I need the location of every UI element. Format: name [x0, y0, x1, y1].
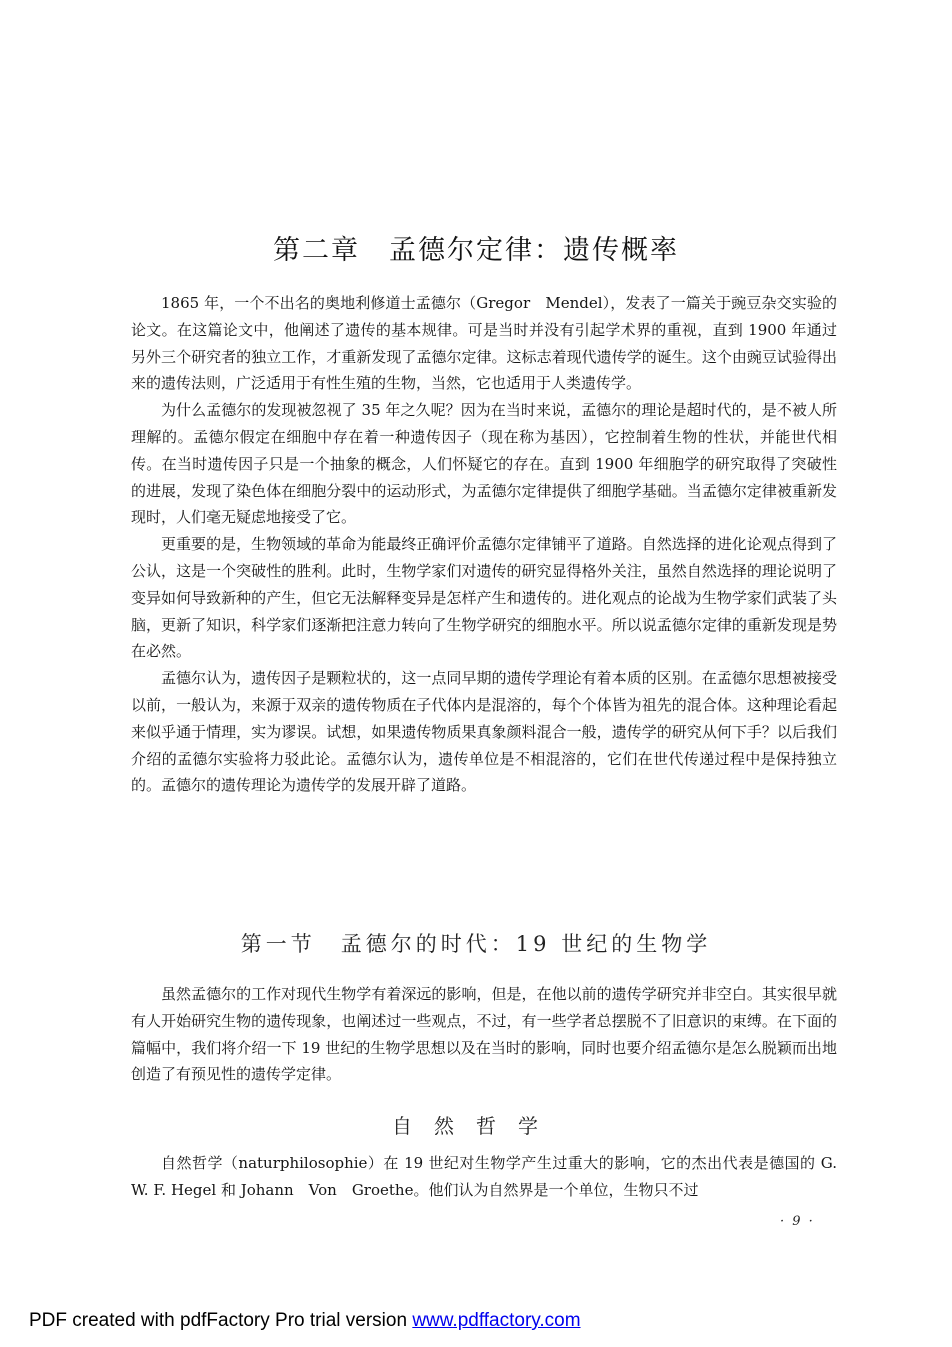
paragraph: 1865 年，一个不出名的奥地利修道士孟德尔（Gregor Mendel），发表了一篇关于豌豆杂交实验的论文。在这篇论文中，他阐述了遗传的基本规律。可是当时并没有引起学术界的重视，直到 1900 年通过另外三个研究者的独立工作，才重新发现了孟德尔定律。这标志着现代遗传学的诞生。这个由豌豆试验得出来的遗传法则，广泛适用于有性生殖的生物，当然，它也适用于人类遗传学。: [131, 294, 837, 393]
paragraph: 自然哲学（naturphilosophie）在 19 世纪对生物学产生过重大的影响，它的杰出代表是德国的 G. W. F. Hegel 和 Johann Von Groethe。他们认为自然界是一个单位，生物只不过: [131, 1154, 837, 1199]
section-title: 第一节 孟德尔的时代：19 世纪的生物学: [240, 932, 712, 956]
intro-text: [131, 290, 837, 799]
paragraph: 为什么孟德尔的发现被忽视了 35 年之久呢？因为在当时来说，孟德尔的理论是超时代的，是不被人所理解的。孟德尔假定在细胞中存在着一种遗传因子（现在称为基因），它控制着生物的性状，并能世代相传。在当时遗传因子只是一个抽象的概念，人们怀疑它的存在。直到 1900 年细胞学的研究取得了突破性的进展，发现了染色体在细胞分裂中的运动形式，为孟德尔定律提供了细胞学基础。当孟德尔定律被重新发现时，人们毫无疑虑地接受了它。: [131, 401, 837, 527]
paragraph: 虽然孟德尔的工作对现代生物学有着深远的影响，但是，在他以前的遗传学研究并非空白。其实很早就有人开始研究生物的遗传现象，也阐述过一些观点，不过，有一些学者总摆脱不了旧意识的束缚。在下面的篇幅中，我们将介绍一下 19 世纪的生物学思想以及在当时的影响，同时也要介绍孟德尔是怎么脱颖而出地创造了有预见性的遗传学定律。: [131, 985, 837, 1084]
paragraph: 更重要的是，生物领域的革命为能最终正确评价孟德尔定律铺平了道路。自然选择的进化论观点得到了公认，这是一个突破性的胜利。此时，生物学家们对遗传的研究显得格外关注，虽然自然选择的理论说明了变异如何导致新种的产生，但它无法解释变异是怎样产生和遗传的。进化观点的论战为生物学家们武装了头脑，更新了知识，科学家们逐渐把注意力转向了生物学研究的细胞水平。所以说孟德尔定律的重新发现是势在必然。: [131, 535, 837, 661]
page-number: · 9 ·: [780, 1214, 815, 1229]
subsection-title: 自然哲学: [392, 1114, 560, 1138]
footer-text: PDF created with pdfFactory Pro trial version: [29, 1310, 413, 1331]
chapter-title: 第二章 孟德尔定律：遗传概率: [273, 235, 679, 266]
paragraph: 孟德尔认为，遗传因子是颗粒状的，这一点同早期的遗传学理论有着本质的区别。在孟德尔思想被接受以前，一般认为，来源于双亲的遗传物质在子代体内是混溶的，每个个体皆为祖先的混合体。这种理论看起来似乎通于情理，实为谬误。试想，如果遗传物质果真象颜料混合一般，遗传学的研究从何下手？以后我们介绍的孟德尔实验将力驳此论。孟德尔认为，遗传单位是不相混溶的，它们在世代传递过程中是保持独立的。孟德尔的遗传理论为遗传学的发展开辟了道路。: [131, 669, 837, 795]
pdf-footer: [29, 1310, 581, 1332]
footer-link[interactable]: www.pdffactory.com: [412, 1310, 581, 1331]
section-text: [131, 981, 837, 1088]
subsection-text: [131, 1150, 837, 1204]
